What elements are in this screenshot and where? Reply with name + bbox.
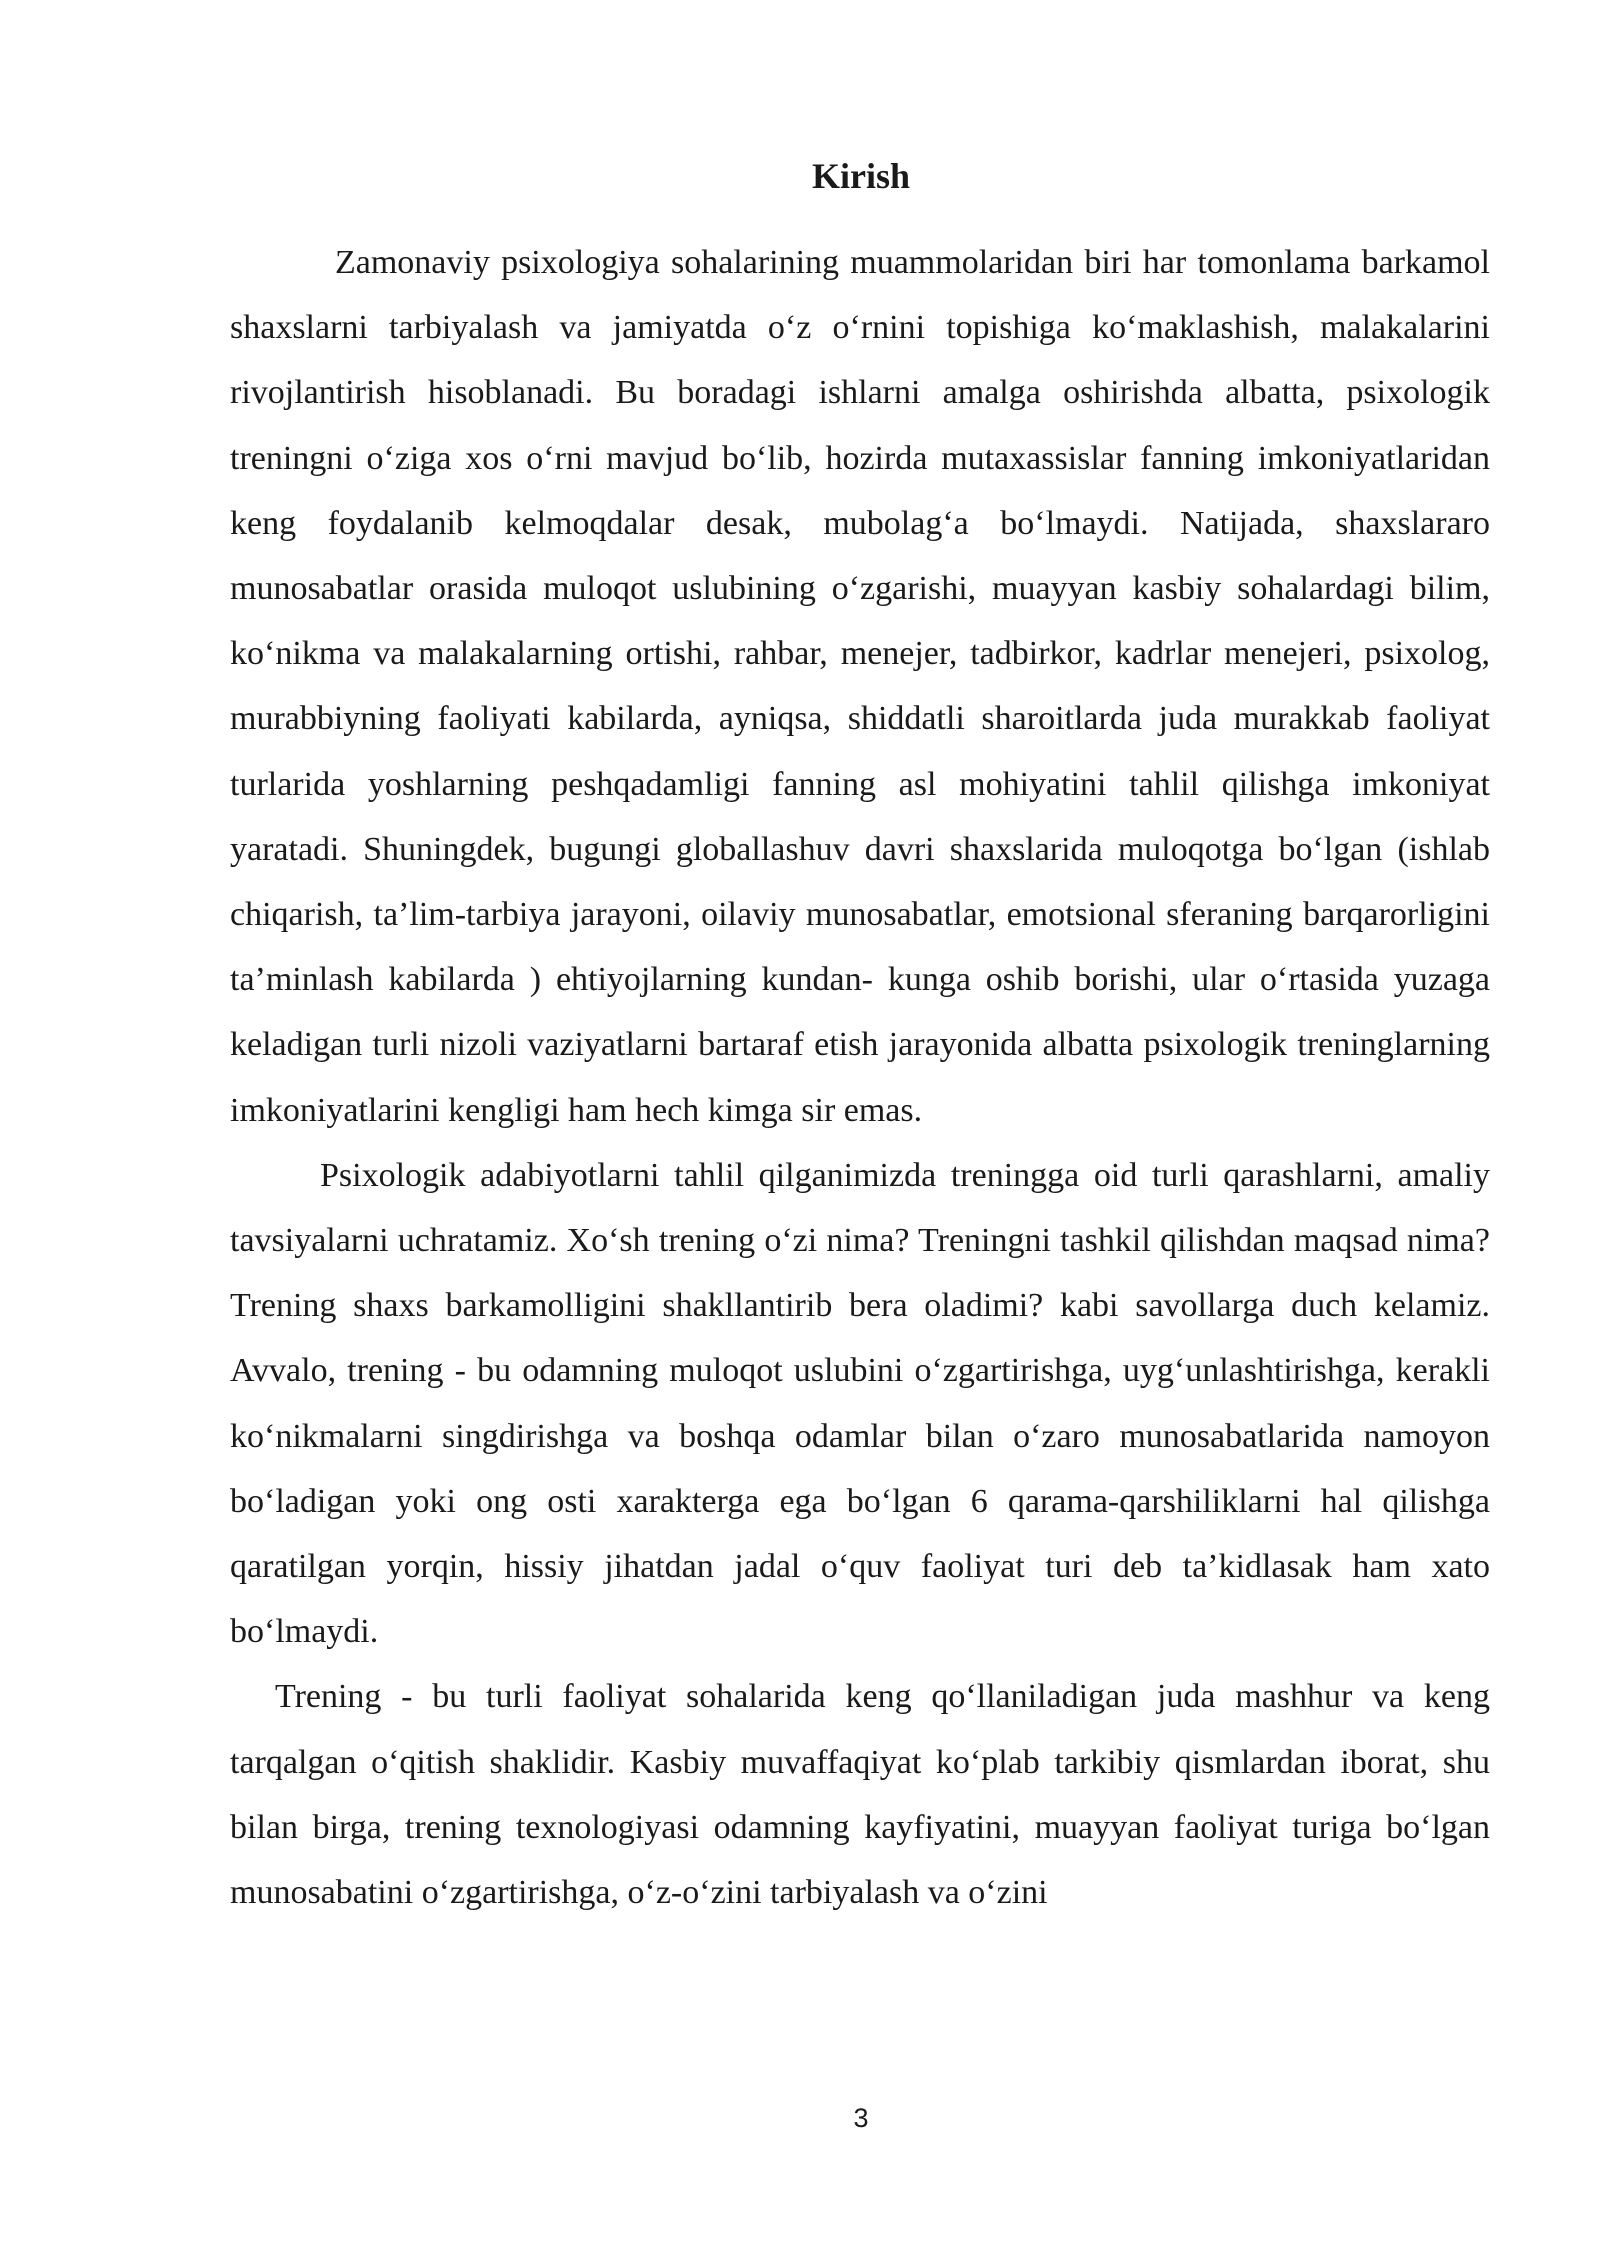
paragraph-intro: Zamonaviy psixologiya sohalarining muammolaridan biri har tomonlama barkamol shaxslarni tarbiyalash va jamiyatda o‘z o‘rnini topishiga ko‘maklashish, malakalarini rivojlantirish hisoblanadi. Bu boradagi ishlarni amalga oshirishda albatta, psixologik treningni o‘ziga xos o‘rni mavjud bo‘lib, hozirda mutaxassislar fanning imkoniyatlaridan keng foydalanib kelmoqdalar desak, mubolag‘a bo‘lmaydi. Natijada, shaxslararo munosabatlar orasida muloqot uslubining o‘zgarishi, muayyan kasbiy sohalardagi bilim, ko‘nikma va malakalarning ortishi, rahbar, menejer, tadbirkor, kadrlar menejeri, psixolog, murabbiyning faoliyati kabilarda, ayniqsa, shiddatli sharoitlarda juda murakkab faoliyat turlarida yoshlarning peshqadamligi fanning asl mohiyatini tahlil qilishga imkoniyat yaratadi. Shuningdek, bugungi globallashuv davri shaxslarida muloqotga bo‘lgan (ishlab chiqarish, ta’lim-tarbiya jarayoni, oilaviy munosabatlar, emotsional sferaning barqarorligini ta’minlash kabilarda ) ehtiyojlarning kundan- kunga oshib borishi, ular o‘rtasida yuzaga keladigan turli nizoli vaziyatlarni bartaraf etish jarayonida albatta psixologik treninglarning imkoniyatlarini kengligi ham hech kimga sir emas. xyxy=(230,244,1490,1129)
paragraph-training: Trening - bu turli faoliyat sohalarida keng qo‘llaniladigan juda mashhur va keng tarqalgan o‘qitish shaklidir. Kasbiy muvaffaqiyat ko‘plab tarkibiy qismlardan iborat, shu bilan birga, trening texnologiyasi odamning kayfiyatini, muayyan faoliyat turiga bo‘lgan munosabatini o‘zgartirishga, o‘z-o‘zini tarbiyalash va o‘zini xyxy=(230,1678,1490,1912)
page-number: 3 xyxy=(853,2103,869,2133)
document-body xyxy=(230,230,1490,1925)
page-title: Kirish xyxy=(811,156,910,196)
paragraph-literature: Psixologik adabiyotlarni tahlil qilganimizda treningga oid turli qarashlarni, amaliy tavsiyalarni uchratamiz. Xo‘sh trening o‘zi nima? Treningni tashkil qilishdan maqsad nima? Trening shaxs barkamolligini shakllantirib bera oladimi? kabi savollarga duch kelamiz. Avvalo, trening - bu odamning muloqot uslubini o‘zgartirishga, uyg‘unlashtirishga, kerakli ko‘nikmalarni singdirishga va boshqa odamlar bilan o‘zaro munosabatlarida namoyon bo‘ladigan yoki ong osti xarakterga ega bo‘lgan 6 qarama-qarshiliklarni hal qilishga qaratilgan yorqin, hissiy jihatdan jadal o‘quv faoliyat turi deb ta’kidlasak ham xato bo‘lmaydi. xyxy=(230,1156,1490,1651)
